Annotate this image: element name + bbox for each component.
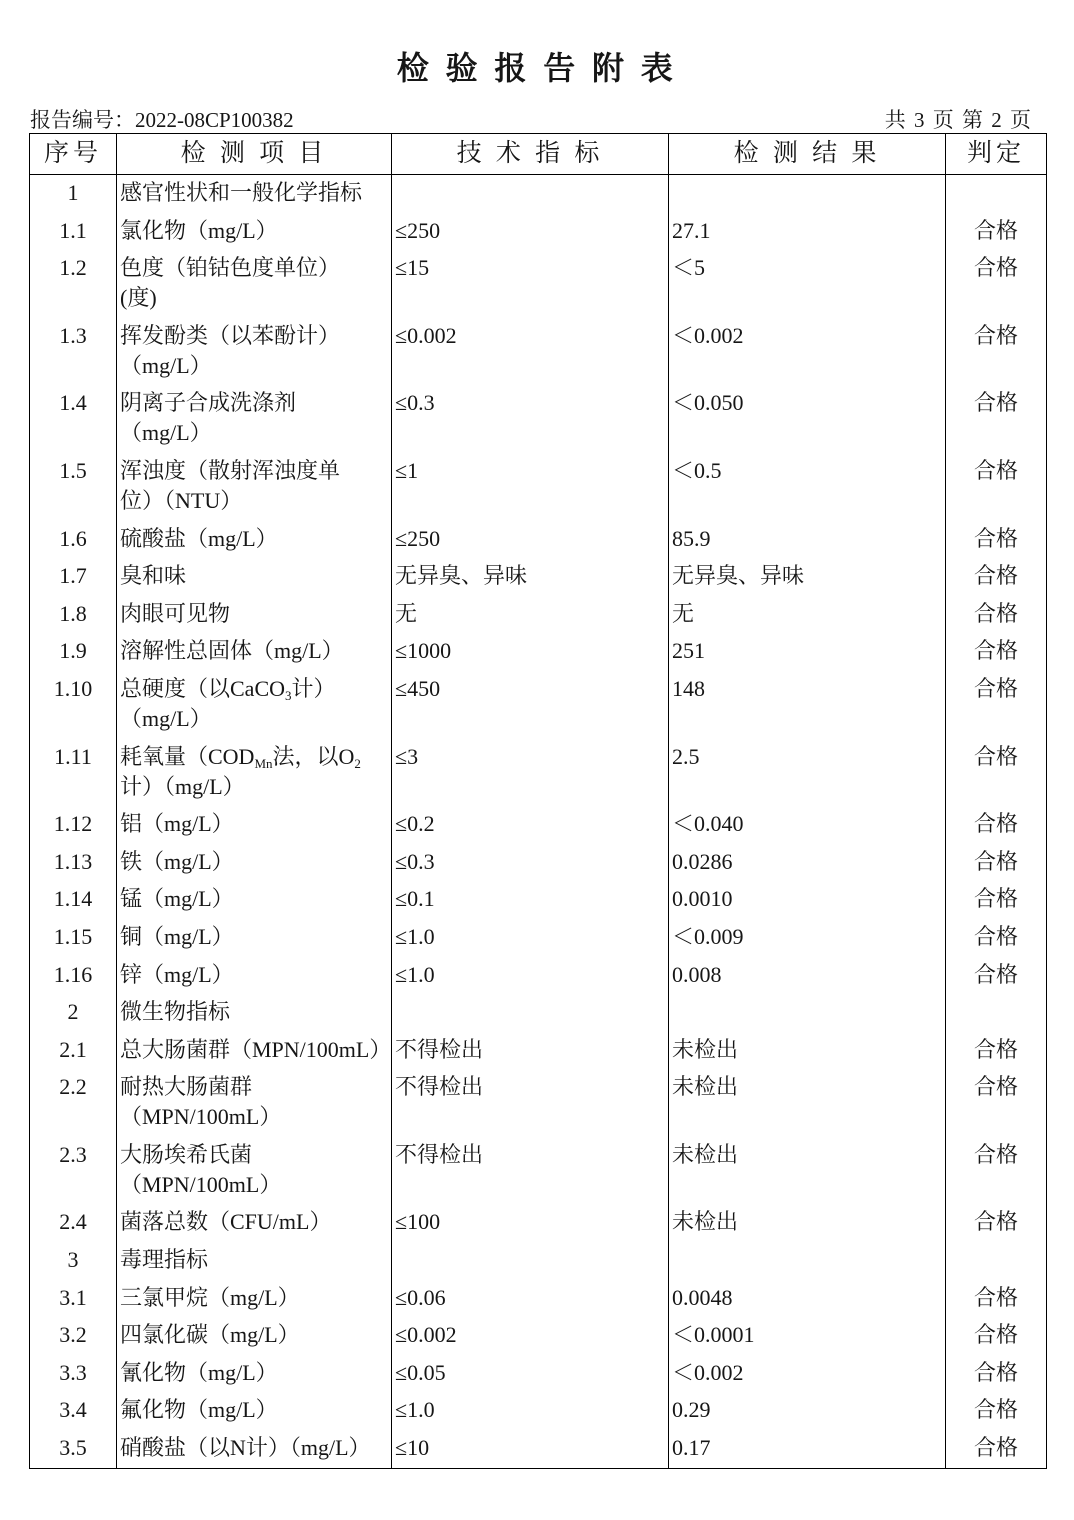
row-number: 1.2 — [30, 250, 117, 318]
verdict: 合格 — [946, 1137, 1047, 1205]
limit-value: ≤250 — [392, 213, 669, 251]
result-value — [669, 175, 946, 213]
table-row — [30, 596, 1047, 634]
item-line: 位）（NTU） — [120, 487, 243, 513]
item-line: 硝酸盐（以N计）（mg/L） — [120, 1435, 371, 1461]
verdict: 合格 — [946, 250, 1047, 318]
limit-value: 不得检出 — [392, 1069, 669, 1137]
result-value: 0.0048 — [669, 1280, 946, 1318]
table-row — [30, 1317, 1047, 1355]
item-line — [120, 742, 389, 772]
table-row — [30, 1280, 1047, 1318]
table-row — [30, 318, 1047, 386]
table-row — [30, 213, 1047, 251]
item-name — [117, 385, 392, 453]
limit-value: ≤3 — [392, 739, 669, 807]
result-value: ＜0.009 — [669, 919, 946, 957]
row-number: 1.5 — [30, 453, 117, 521]
verdict: 合格 — [946, 213, 1047, 251]
limit-value: ≤0.1 — [392, 881, 669, 919]
result-value: ＜0.002 — [669, 1355, 946, 1393]
row-number: 1.10 — [30, 671, 117, 739]
item-line: 三氯甲烷（mg/L） — [120, 1284, 300, 1310]
result-value: 0.008 — [669, 957, 946, 995]
table-row — [30, 1204, 1047, 1242]
verdict: 合格 — [946, 596, 1047, 634]
verdict: 合格 — [946, 739, 1047, 807]
result-value: 0.0286 — [669, 844, 946, 882]
item-line: 菌落总数（CFU/mL） — [120, 1209, 332, 1235]
item-name — [117, 671, 392, 739]
result-value: 0.17 — [669, 1430, 946, 1468]
item-line: 铝（mg/L） — [120, 811, 234, 837]
verdict — [946, 175, 1047, 213]
limit-value: ≤450 — [392, 671, 669, 739]
row-number: 1.7 — [30, 558, 117, 596]
report-number: 报告编号：2022-08CP100382 — [30, 108, 294, 132]
item-line: 锰（mg/L） — [120, 886, 234, 912]
page-info: 共 3 页 第 2 页 — [884, 108, 1031, 132]
verdict: 合格 — [946, 1317, 1047, 1355]
item-line: 大肠埃希氏菌 — [120, 1141, 253, 1167]
item-line: （MPN/100mL） — [120, 1104, 282, 1130]
table-row — [30, 1430, 1047, 1468]
item-name — [117, 919, 392, 957]
table-row — [30, 453, 1047, 521]
item-name — [117, 1069, 392, 1137]
header-result: 检 测 结 果 — [669, 134, 946, 175]
item-line: （mg/L） — [120, 420, 212, 446]
item-name — [117, 453, 392, 521]
item-line: 铜（mg/L） — [120, 923, 234, 949]
item-line: 锌（mg/L） — [120, 961, 234, 987]
item-line: 氟化物（mg/L） — [120, 1397, 278, 1423]
table-row — [30, 806, 1047, 844]
header-verdict: 判定 — [946, 134, 1047, 175]
verdict: 合格 — [946, 385, 1047, 453]
limit-value — [392, 175, 669, 213]
item-name — [117, 806, 392, 844]
row-number: 1.4 — [30, 385, 117, 453]
table-row — [30, 1032, 1047, 1070]
item-line: 氯化物（mg/L） — [120, 217, 278, 243]
item-line: （mg/L） — [120, 352, 212, 378]
table-body — [30, 175, 1047, 1469]
result-value: 无 — [669, 596, 946, 634]
table-row — [30, 881, 1047, 919]
result-value: 0.29 — [669, 1392, 946, 1430]
result-value: 未检出 — [669, 1032, 946, 1070]
verdict — [946, 1242, 1047, 1280]
result-value — [669, 994, 946, 1032]
verdict: 合格 — [946, 1280, 1047, 1318]
verdict: 合格 — [946, 1204, 1047, 1242]
item-name — [117, 596, 392, 634]
item-name — [117, 957, 392, 995]
verdict: 合格 — [946, 521, 1047, 559]
item-line: 溶解性总固体（mg/L） — [120, 638, 344, 664]
item-line: 总大肠菌群（MPN/100mL） — [120, 1036, 392, 1062]
verdict: 合格 — [946, 1355, 1047, 1393]
limit-value: 无异臭、异味 — [392, 558, 669, 596]
item-line: 臭和味 — [120, 563, 187, 589]
item-line: 浑浊度（散射浑浊度单 — [120, 457, 341, 483]
item-name — [117, 1032, 392, 1070]
verdict: 合格 — [946, 633, 1047, 671]
result-value: ＜0.5 — [669, 453, 946, 521]
item-name — [117, 1355, 392, 1393]
item-name — [117, 250, 392, 318]
table-row — [30, 1392, 1047, 1430]
verdict: 合格 — [946, 558, 1047, 596]
row-number: 2.2 — [30, 1069, 117, 1137]
row-number: 1.16 — [30, 957, 117, 995]
row-number: 1.11 — [30, 739, 117, 807]
limit-value — [392, 994, 669, 1032]
result-value: 未检出 — [669, 1204, 946, 1242]
table-row — [30, 739, 1047, 807]
row-number: 1.6 — [30, 521, 117, 559]
item-name — [117, 1430, 392, 1468]
table-row — [30, 919, 1047, 957]
verdict: 合格 — [946, 1430, 1047, 1468]
limit-value: ≤1.0 — [392, 1392, 669, 1430]
item-name — [117, 844, 392, 882]
item-name — [117, 1392, 392, 1430]
row-number: 3.4 — [30, 1392, 117, 1430]
result-value: 无异臭、异味 — [669, 558, 946, 596]
result-value: 未检出 — [669, 1069, 946, 1137]
limit-value: ≤0.06 — [392, 1280, 669, 1318]
item-name — [117, 1204, 392, 1242]
table-header-row — [30, 134, 1047, 175]
item-line: 四氯化碳（mg/L） — [120, 1322, 300, 1348]
row-number: 1.8 — [30, 596, 117, 634]
item-line: 阴离子合成洗涤剂 — [120, 390, 297, 416]
section-row — [30, 1242, 1047, 1280]
section-title — [117, 994, 392, 1032]
row-number: 1.13 — [30, 844, 117, 882]
item-text: 总硬度（以CaCO — [120, 675, 286, 701]
verdict: 合格 — [946, 671, 1047, 739]
item-line: 氰化物（mg/L） — [120, 1359, 278, 1385]
item-name — [117, 1280, 392, 1318]
result-value: ＜0.0001 — [669, 1317, 946, 1355]
row-number: 3 — [30, 1242, 117, 1280]
limit-value: ≤1.0 — [392, 957, 669, 995]
row-number: 3.1 — [30, 1280, 117, 1318]
verdict: 合格 — [946, 881, 1047, 919]
limit-value: ≤100 — [392, 1204, 669, 1242]
limit-value — [392, 1242, 669, 1280]
item-line: 计）（mg/L） — [120, 773, 245, 799]
item-text: 计） — [291, 675, 336, 701]
results-table — [29, 133, 1047, 1469]
limit-value: ≤0.3 — [392, 844, 669, 882]
row-number: 3.2 — [30, 1317, 117, 1355]
row-number: 2.3 — [30, 1137, 117, 1205]
section-row — [30, 994, 1047, 1032]
limit-value: ≤0.05 — [392, 1355, 669, 1393]
result-value: 85.9 — [669, 521, 946, 559]
row-number: 2.4 — [30, 1204, 117, 1242]
row-number: 1.15 — [30, 919, 117, 957]
item-text: 耗氧量（COD — [120, 743, 255, 769]
row-number: 1.3 — [30, 318, 117, 386]
item-name — [117, 558, 392, 596]
limit-value: ≤1.0 — [392, 919, 669, 957]
table-row — [30, 250, 1047, 318]
section-title — [117, 175, 392, 213]
verdict: 合格 — [946, 453, 1047, 521]
header-item: 检 测 项 目 — [117, 134, 392, 175]
limit-value: 不得检出 — [392, 1032, 669, 1070]
table-row — [30, 385, 1047, 453]
table-row — [30, 1069, 1047, 1137]
item-line: 色度（铂钴色度单位） — [120, 255, 341, 281]
subscript: Mn — [254, 755, 273, 771]
subscript: 3 — [285, 687, 292, 703]
item-name — [117, 881, 392, 919]
table-row — [30, 1355, 1047, 1393]
limit-value: ≤1 — [392, 453, 669, 521]
result-value: 27.1 — [669, 213, 946, 251]
table-row — [30, 1137, 1047, 1205]
item-name — [117, 1317, 392, 1355]
page-title: 检 验 报 告 附 表 — [396, 50, 678, 86]
item-line: 挥发酚类（以苯酚计） — [120, 322, 341, 348]
row-number: 3.5 — [30, 1430, 117, 1468]
item-name — [117, 318, 392, 386]
verdict: 合格 — [946, 957, 1047, 995]
result-value — [669, 1242, 946, 1280]
limit-value: ≤0.002 — [392, 1317, 669, 1355]
result-value: ＜5 — [669, 250, 946, 318]
item-line — [120, 674, 389, 704]
item-name — [117, 633, 392, 671]
header-no: 序号 — [30, 134, 117, 175]
verdict: 合格 — [946, 919, 1047, 957]
item-line: （MPN/100mL） — [120, 1171, 282, 1197]
item-line: 铁（mg/L） — [120, 848, 234, 874]
item-name — [117, 521, 392, 559]
item-line: 肉眼可见物 — [120, 600, 231, 626]
section-row — [30, 175, 1047, 213]
limit-value: ≤1000 — [392, 633, 669, 671]
header-limit: 技 术 指 标 — [392, 134, 669, 175]
item-line: (度) — [120, 285, 157, 311]
result-value: ＜0.002 — [669, 318, 946, 386]
limit-value: ≤0.002 — [392, 318, 669, 386]
item-line: 微生物指标 — [120, 999, 231, 1025]
table-row — [30, 521, 1047, 559]
row-number: 2.1 — [30, 1032, 117, 1070]
row-number: 1 — [30, 175, 117, 213]
row-number: 1.14 — [30, 881, 117, 919]
result-value: 未检出 — [669, 1137, 946, 1205]
table-row — [30, 558, 1047, 596]
item-text: 法，以O — [272, 743, 355, 769]
item-line: 耐热大肠菌群 — [120, 1074, 253, 1100]
item-line: （mg/L） — [120, 705, 212, 731]
table-row — [30, 957, 1047, 995]
table-row — [30, 844, 1047, 882]
limit-value: ≤0.2 — [392, 806, 669, 844]
result-value: 0.0010 — [669, 881, 946, 919]
limit-value: 不得检出 — [392, 1137, 669, 1205]
result-value: ＜0.050 — [669, 385, 946, 453]
verdict: 合格 — [946, 844, 1047, 882]
verdict: 合格 — [946, 806, 1047, 844]
item-name — [117, 1137, 392, 1205]
table-row — [30, 633, 1047, 671]
row-number: 1.9 — [30, 633, 117, 671]
row-number: 3.3 — [30, 1355, 117, 1393]
section-title — [117, 1242, 392, 1280]
row-number: 1.12 — [30, 806, 117, 844]
item-name — [117, 213, 392, 251]
item-name — [117, 739, 392, 807]
item-line: 毒理指标 — [120, 1247, 209, 1273]
verdict: 合格 — [946, 318, 1047, 386]
row-number: 2 — [30, 994, 117, 1032]
result-value: ＜0.040 — [669, 806, 946, 844]
verdict: 合格 — [946, 1032, 1047, 1070]
limit-value: ≤10 — [392, 1430, 669, 1468]
table-row — [30, 671, 1047, 739]
limit-value: 无 — [392, 596, 669, 634]
result-value: 148 — [669, 671, 946, 739]
verdict — [946, 994, 1047, 1032]
subscript: 2 — [354, 755, 361, 771]
item-line: 感官性状和一般化学指标 — [120, 180, 363, 205]
result-value: 2.5 — [669, 739, 946, 807]
verdict: 合格 — [946, 1392, 1047, 1430]
item-line: 硫酸盐（mg/L） — [120, 525, 278, 551]
verdict: 合格 — [946, 1069, 1047, 1137]
limit-value: ≤15 — [392, 250, 669, 318]
limit-value: ≤250 — [392, 521, 669, 559]
limit-value: ≤0.3 — [392, 385, 669, 453]
result-value: 251 — [669, 633, 946, 671]
row-number: 1.1 — [30, 213, 117, 251]
